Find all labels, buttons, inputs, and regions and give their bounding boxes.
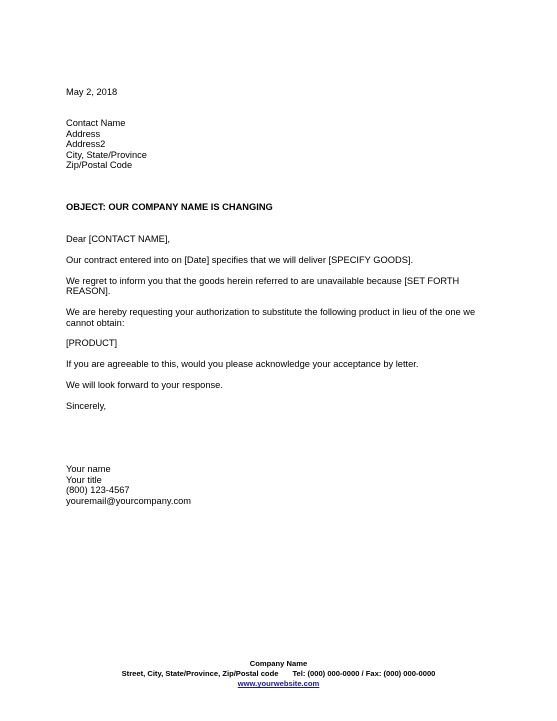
signature-title: Your title [66, 474, 102, 485]
footer-contact: Tel: (000) 000-0000 / Fax: (000) 000-0000 [292, 669, 436, 679]
footer-address: Street, City, State/Province, Zip/Postal code [121, 669, 279, 679]
letter-date: May 2, 2018 [66, 87, 118, 97]
recipient-address2: Address2 [66, 139, 106, 150]
paragraph-substitute-request: We are hereby requesting your authorization to substitute the following product in lieu of the one we cannot obtain: [66, 306, 476, 328]
recipient-address: Address [66, 128, 101, 139]
recipient-address-block [66, 118, 486, 171]
closing: Sincerely, [66, 400, 107, 411]
letter-body [66, 234, 486, 421]
salutation: Dear [CONTACT NAME], [66, 234, 170, 244]
signature-name: Your name [66, 464, 111, 474]
recipient-city-state: City, State/Province [66, 149, 147, 160]
footer-company-name: Company Name [249, 659, 308, 668]
object-line: OBJECT: OUR COMPANY NAME IS CHANGING [66, 202, 273, 212]
footer-address-row [0, 669, 557, 679]
paragraph-acceptance: If you are agreeable to this, would you please acknowledge your acceptance by letter. [66, 359, 419, 370]
paragraph-unavailable: We regret to inform you that the goods herein referred to are unavailable because [SET FORTH REASON]. [66, 275, 460, 297]
signature-phone: (800) 123-4567 [66, 485, 130, 496]
recipient-contact-name: Contact Name [66, 118, 126, 128]
signature-block [66, 464, 486, 506]
paragraph-product: [PRODUCT] [66, 338, 118, 349]
paragraph-contract: Our contract entered into on [Date] specifies that we will deliver [SPECIFY GOODS]. [66, 254, 414, 265]
paragraph-look-forward: We will look forward to your response. [66, 379, 223, 390]
letterhead-footer [0, 659, 557, 690]
recipient-zip: Zip/Postal Code [66, 160, 133, 171]
signature-email: youremail@yourcompany.com [66, 495, 192, 506]
footer-website-link[interactable]: www.yourwebsite.com [237, 679, 320, 689]
